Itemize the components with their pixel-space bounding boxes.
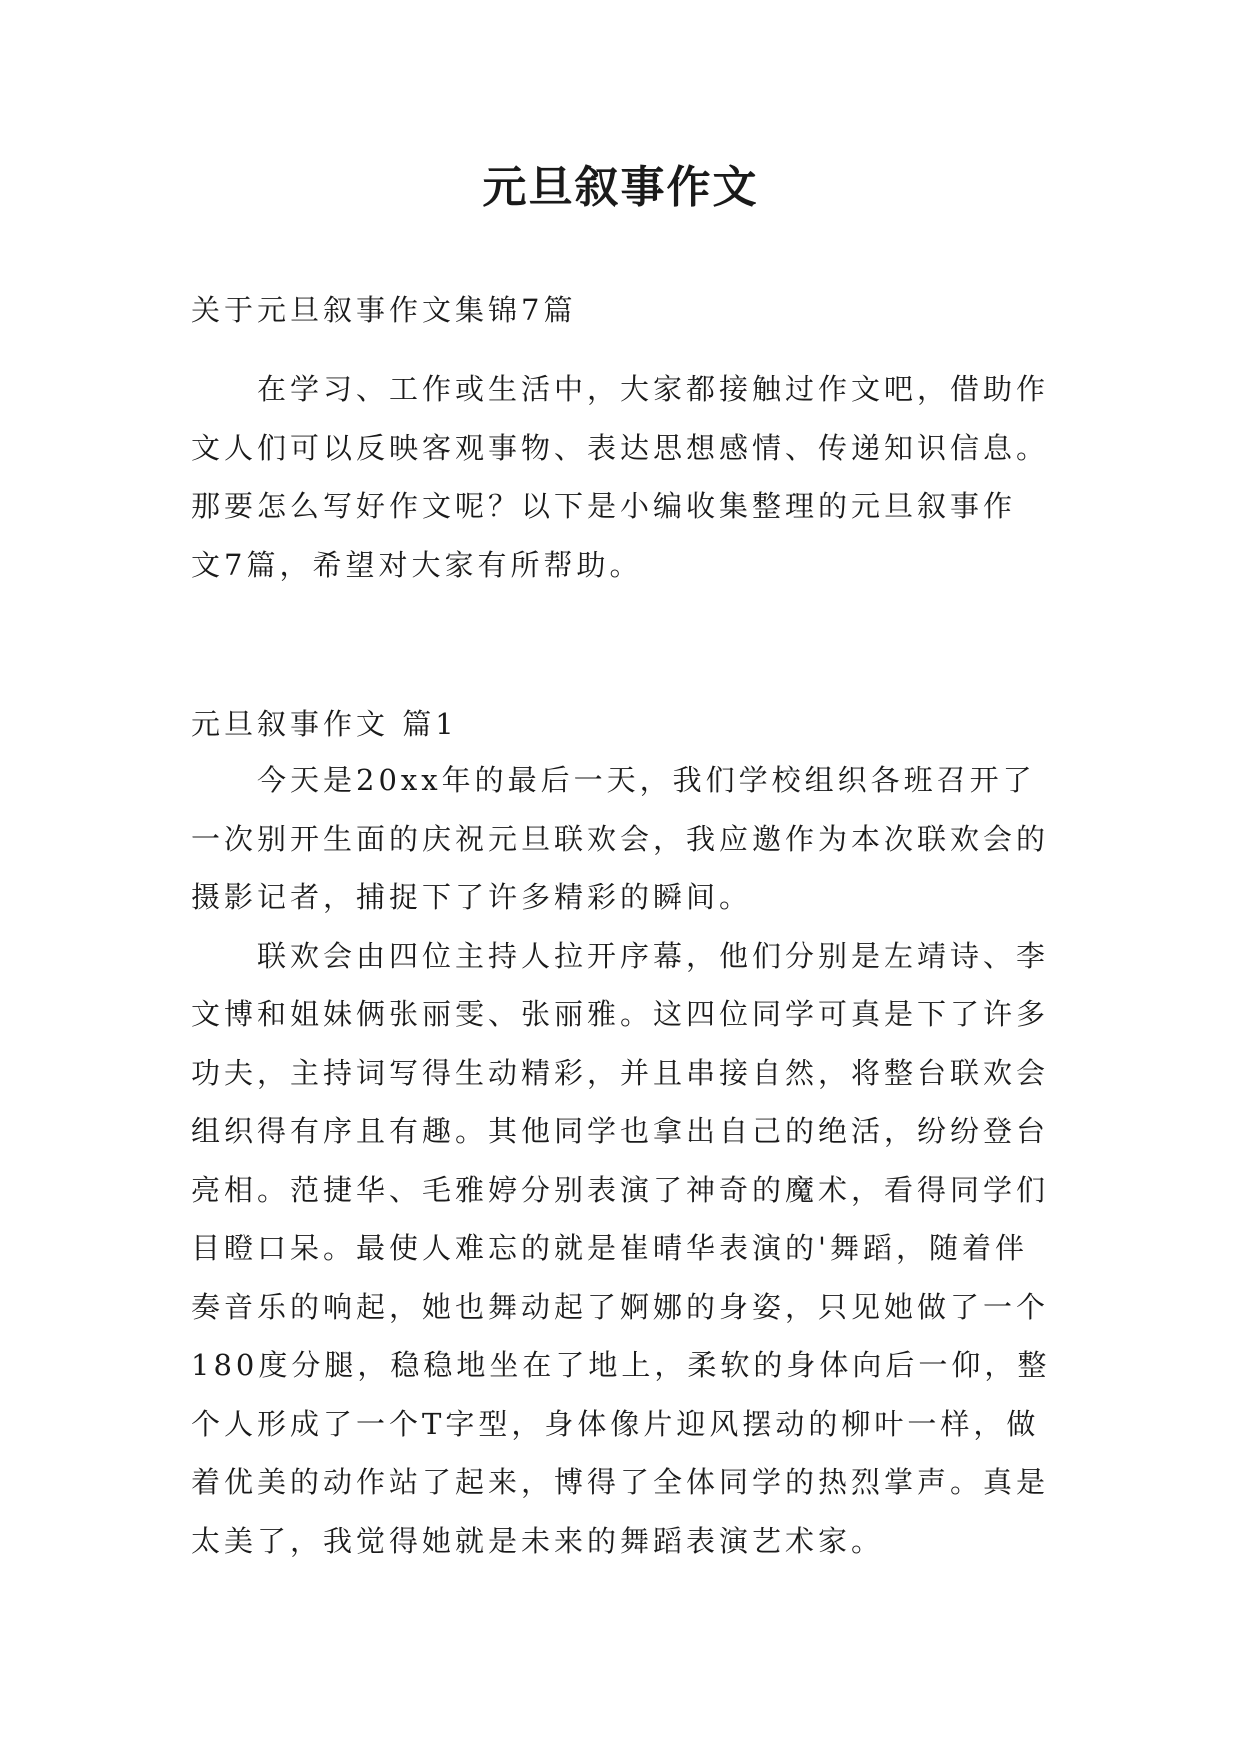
body-text xyxy=(191,751,1071,1570)
paragraph-line: 一次别开生面的庆祝元旦联欢会，我应邀作为本次联欢会的 xyxy=(191,821,1050,856)
section-heading: 元旦叙事作文 篇1 xyxy=(191,707,458,741)
paragraph-line: 180度分腿，稳稳地坐在了地上，柔软的身体向后一仰，整 xyxy=(191,1348,1051,1382)
paragraph-line: 个人形成了一个T字型，身体像片迎风摆动的柳叶一样，做 xyxy=(191,1406,1040,1441)
paragraph-line: 摄影记者，捕捉下了许多精彩的瞬间。 xyxy=(191,880,753,914)
document-subtitle: 关于元旦叙事作文集锦7篇 xyxy=(191,293,577,327)
intro-line: 在学习、工作或生活中，大家都接触过作文吧，借助作 xyxy=(257,372,1050,406)
intro-line: 那要怎么写好作文呢？以下是小编收集整理的元旦叙事作 xyxy=(191,489,1017,523)
intro-line: 文人们可以反映客观事物、表达思想感情、传递知识信息。 xyxy=(191,430,1050,465)
document-title: 元旦叙事作文 xyxy=(482,162,759,213)
paragraph-line: 文博和姐妹俩张丽雯、张丽雅。这四位同学可真是下了许多 xyxy=(191,997,1050,1031)
paragraph xyxy=(191,927,1071,1571)
paragraph-line: 功夫，主持词写得生动精彩，并且串接自然，将整台联欢会 xyxy=(191,1055,1050,1090)
paragraph-line: 组织得有序且有趣。其他同学也拿出自己的绝活，纷纷登台 xyxy=(191,1114,1050,1148)
paragraph-line: 奏音乐的响起，她也舞动起了婀娜的身姿，只见她做了一个 xyxy=(191,1289,1050,1324)
intro-line: 文7篇，希望对大家有所帮助。 xyxy=(191,547,643,582)
paragraph-line: 联欢会由四位主持人拉开序幕，他们分别是左靖诗、李 xyxy=(257,938,1050,973)
paragraph xyxy=(191,751,1071,927)
paragraph-line: 今天是20xx年的最后一天，我们学校组织各班召开了 xyxy=(257,763,1036,797)
paragraph-line: 亮相。范捷华、毛雅婷分别表演了神奇的魔术，看得同学们 xyxy=(191,1172,1050,1207)
paragraph-line: 目瞪口呆。最使人难忘的就是崔晴华表演的'舞蹈，随着伴 xyxy=(191,1231,1028,1265)
intro-paragraph xyxy=(191,360,1071,594)
paragraph-line: 着优美的动作站了起来，博得了全体同学的热烈掌声。真是 xyxy=(191,1465,1050,1499)
paragraph-line: 太美了，我觉得她就是未来的舞蹈表演艺术家。 xyxy=(191,1523,885,1558)
